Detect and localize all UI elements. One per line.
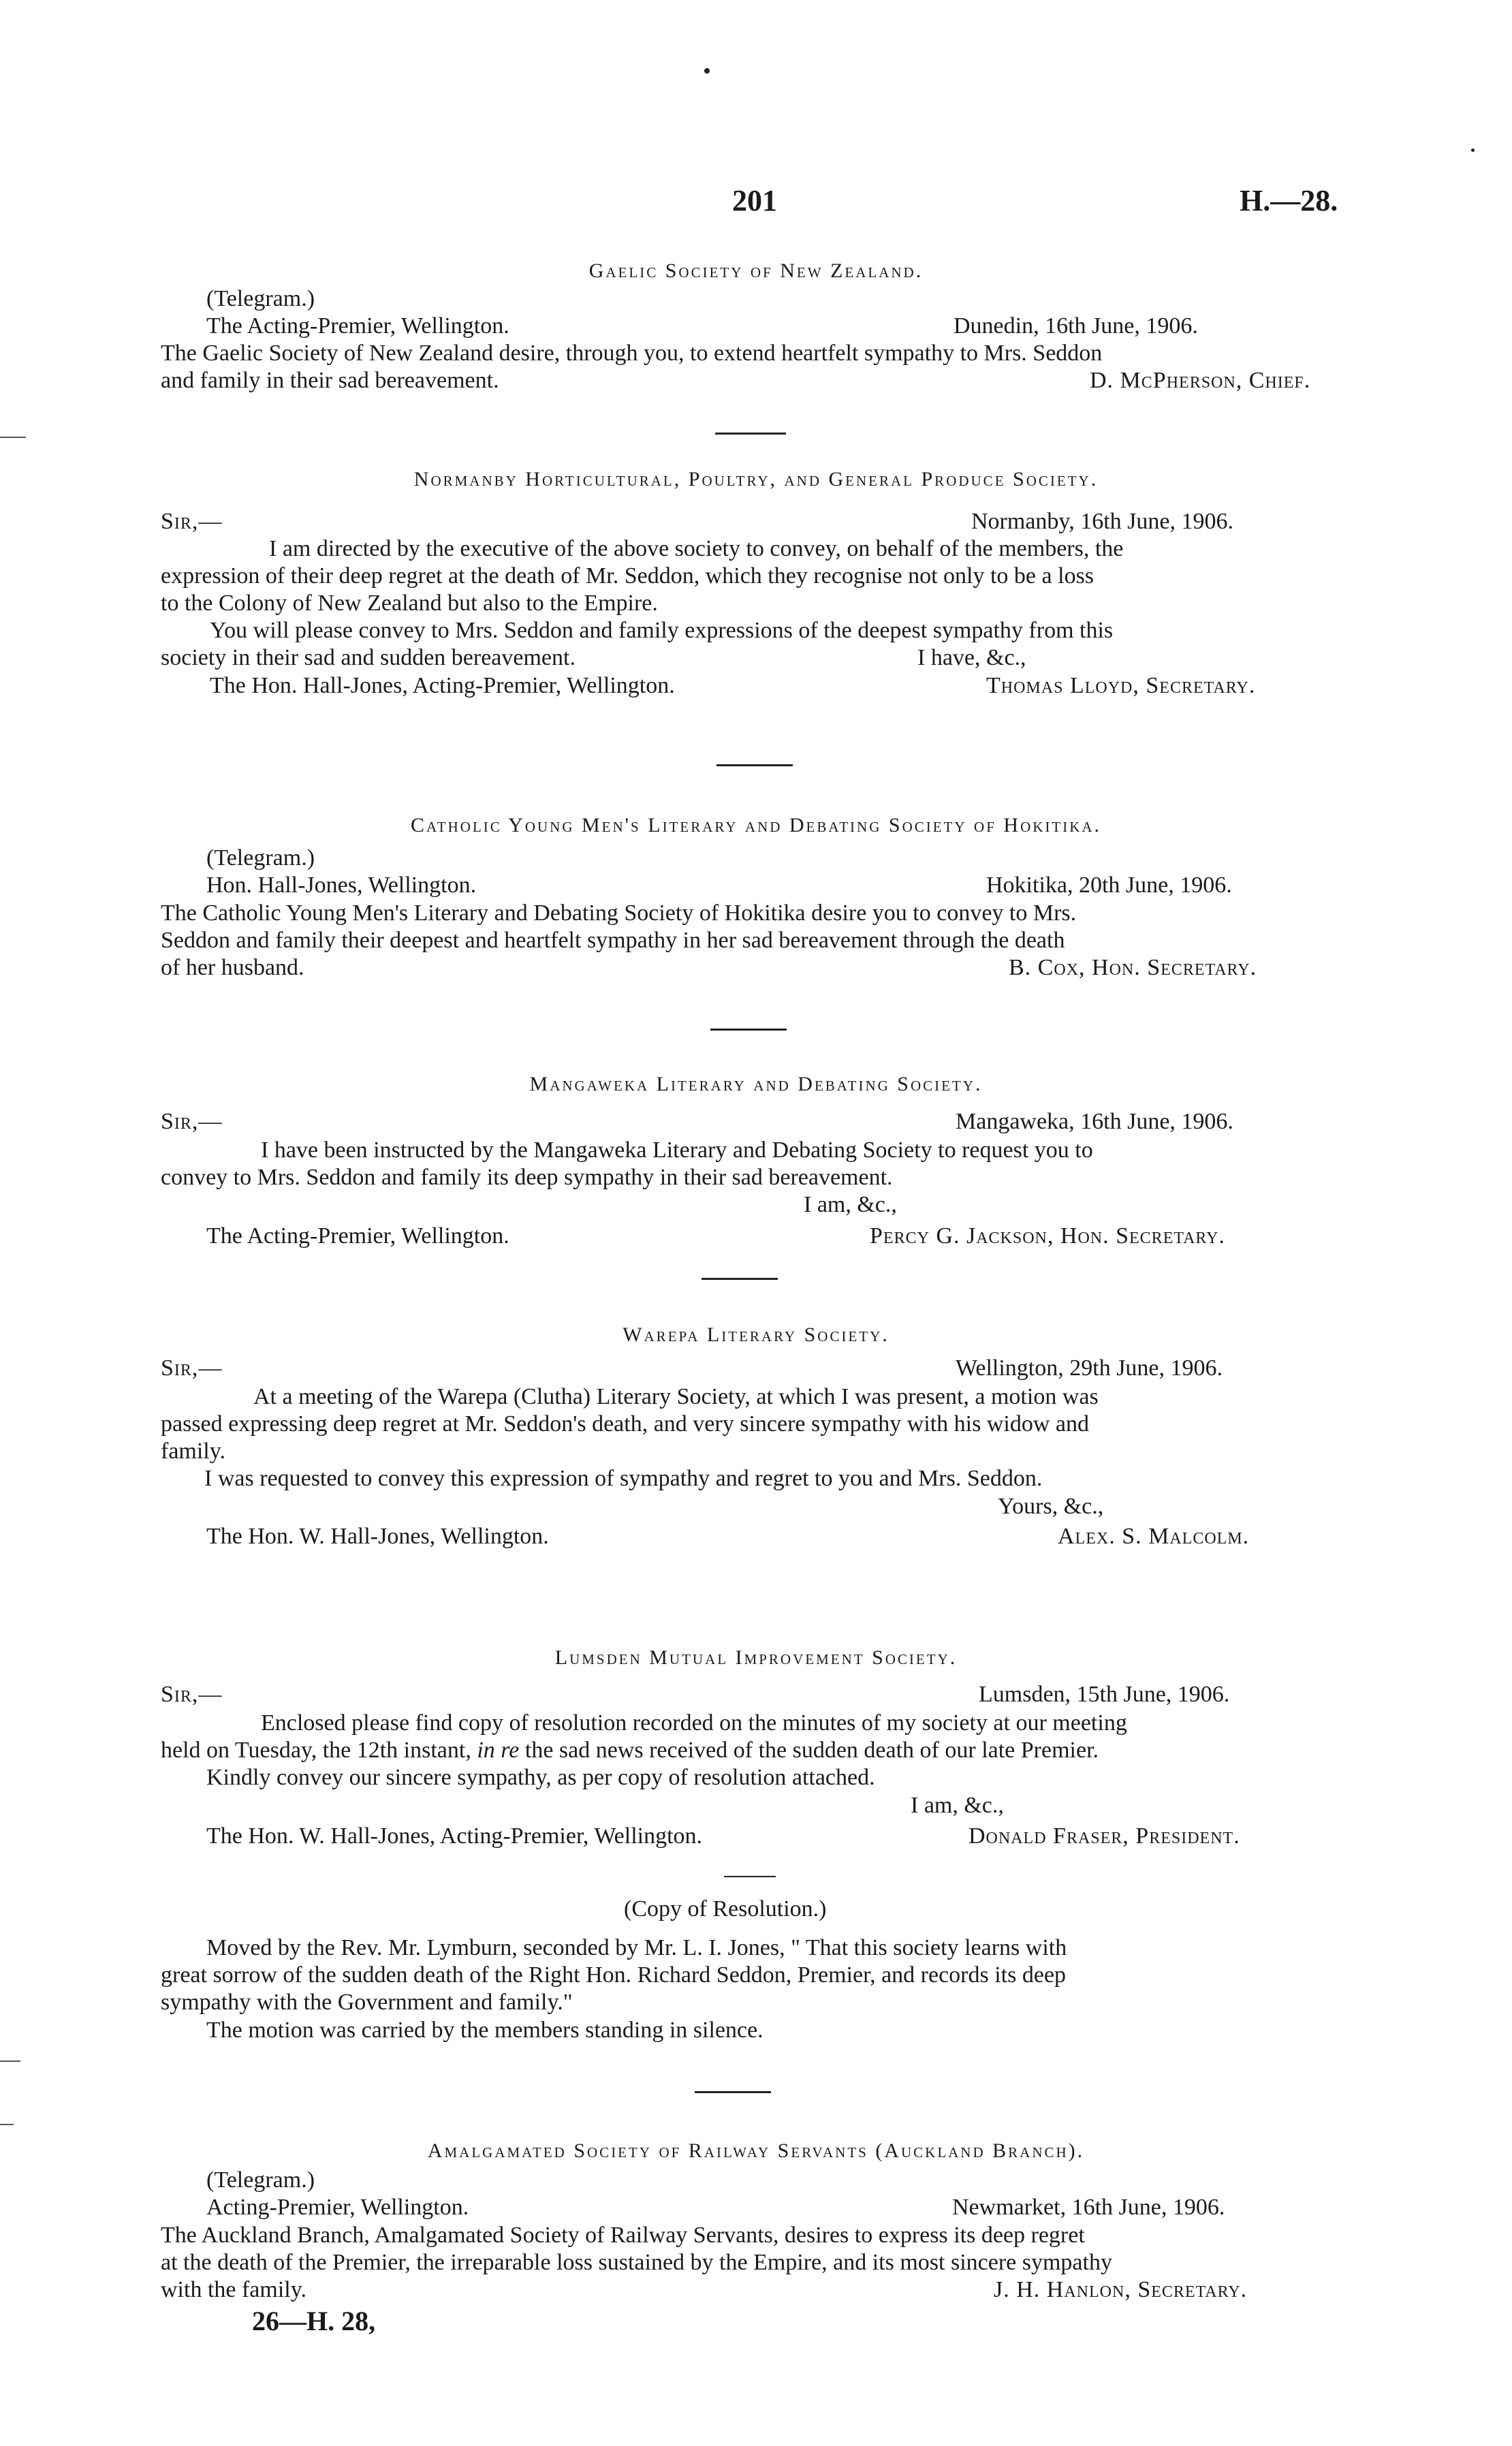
letter-date: Lumsden, 15th June, 1906. (979, 1682, 1230, 1707)
section-divider (695, 2091, 771, 2093)
signature: Percy G. Jackson, Hon. Secretary. (870, 1223, 1225, 1249)
body-text: held on Tuesday, the 12th instant, (161, 1738, 471, 1763)
closing: I am, &c., (804, 1192, 897, 1217)
body-line: family. (161, 1439, 226, 1464)
body-line: Kindly convey our sincere sympathy, as per copy of resolution attached. (206, 1765, 875, 1790)
body-line: great sorrow of the sudden death of the Right Hon. Richard Seddon, Premier, and records its deep (161, 1962, 1067, 1988)
body-line: of her husband. (161, 955, 304, 980)
signature: D. McPherson, Chief. (1090, 368, 1311, 393)
body-line (161, 1737, 1099, 1764)
page-number: 201 (732, 184, 777, 217)
letter-date: Mangaweka, 16th June, 1906. (956, 1109, 1233, 1134)
scan-edge-mark (0, 437, 26, 438)
addressee: Acting-Premier, Wellington. (206, 2195, 469, 2220)
body-line: expression of their deep regret at the death of Mr. Seddon, which they recognise not only to be a loss (161, 563, 1094, 589)
telegram-label: (Telegram.) (206, 286, 315, 311)
body-line: Moved by the Rev. Mr. Lymburn, seconded by Mr. L. I. Jones, " That this society learns with (206, 1935, 1067, 1960)
resolution-title: (Copy of Resolution.) (624, 1896, 827, 1922)
section-heading: Gaelic Society of New Zealand. (588, 260, 924, 282)
body-line: passed expressing deep regret at Mr. Seddon's death, and very sincere sympathy with his widow and (161, 1411, 1089, 1437)
body-line: The Gaelic Society of New Zealand desire, through you, to extend heartfelt sympathy to Mrs. Seddon (161, 341, 1103, 366)
closing: I am, &c., (911, 1793, 1004, 1818)
signature: B. Cox, Hon. Secretary. (1009, 955, 1257, 980)
closing: Yours, &c., (998, 1494, 1104, 1519)
body-line: I am directed by the executive of the above society to convey, on behalf of the members, the (269, 536, 1124, 561)
body-line: Enclosed please find copy of resolution recorded on the minutes of my society at our meeting (261, 1710, 1127, 1736)
scan-speck (1471, 148, 1475, 152)
section-heading: Normanby Horticultural, Poultry, and General Produce Society. (413, 468, 1099, 490)
body-text: the sad news received of the sudden death of our late Premier. (524, 1738, 1099, 1763)
body-line: The motion was carried by the members standing in silence. (206, 2018, 763, 2043)
salutation: Sir,— (161, 1682, 223, 1707)
body-line: Seddon and family their deepest and heartfelt sympathy in her sad bereavement through the death (161, 928, 1065, 953)
section-divider (710, 1029, 787, 1031)
body-line: with the family. (161, 2277, 307, 2302)
section-divider (724, 1876, 776, 1877)
body-line: and family in their sad bereavement. (161, 368, 499, 393)
addressee: The Hon. Hall-Jones, Acting-Premier, Wellington. (210, 673, 675, 698)
telegram-label: (Telegram.) (206, 2167, 315, 2193)
body-line: The Catholic Young Men's Literary and Debating Society of Hokitika desire you to convey to Mrs. (161, 900, 1077, 926)
scan-edge-mark (0, 2060, 20, 2062)
section-divider (716, 764, 793, 766)
addressee: Hon. Hall-Jones, Wellington. (206, 873, 477, 898)
signature: Donald Fraser, President. (968, 1823, 1240, 1849)
section-divider (715, 433, 786, 435)
letter-date: Hokitika, 20th June, 1906. (986, 873, 1232, 898)
body-line: I was requested to convey this expression of sympathy and regret to you and Mrs. Seddon. (204, 1466, 1043, 1491)
signature-mark: 26—H. 28, (252, 2306, 376, 2336)
letter-date: Newmarket, 16th June, 1906. (952, 2195, 1225, 2220)
section-heading: Mangaweka Literary and Debating Society. (529, 1073, 983, 1095)
body-line: to the Colony of New Zealand but also to the Empire. (161, 591, 658, 616)
addressee: The Acting-Premier, Wellington. (206, 1223, 509, 1249)
telegram-label: (Telegram.) (206, 845, 315, 871)
section-heading: Lumsden Mutual Improvement Society. (554, 1646, 958, 1669)
body-line: At a meeting of the Warepa (Clutha) Literary Society, at which I was present, a motion was (253, 1384, 1099, 1409)
body-line: convey to Mrs. Seddon and family its deep sympathy in their sad bereavement. (161, 1165, 893, 1190)
signature: Alex. S. Malcolm. (1058, 1524, 1250, 1549)
letter-date: Normanby, 16th June, 1906. (971, 509, 1233, 534)
latin-phrase: in re (477, 1738, 520, 1763)
body-line: The Auckland Branch, Amalgamated Society of Railway Servants, desires to express its deep regret (161, 2223, 1085, 2248)
addressee: The Acting-Premier, Wellington. (206, 313, 509, 339)
body-line: I have been instructed by the Mangaweka Literary and Debating Society to request you to (261, 1138, 1093, 1163)
section-divider (702, 1278, 778, 1280)
salutation: Sir,— (161, 509, 223, 534)
scan-speck (704, 68, 710, 74)
letter-date: Wellington, 29th June, 1906. (956, 1355, 1223, 1381)
body-line: society in their sad and sudden bereavement. (161, 645, 576, 670)
body-line: sympathy with the Government and family." (161, 1990, 573, 2015)
salutation: Sir,— (161, 1355, 223, 1381)
section-heading: Catholic Young Men's Literary and Debating Society of Hokitika. (410, 814, 1102, 836)
section-heading: Amalgamated Society of Railway Servants (Auckland Branch). (427, 2139, 1085, 2162)
document-reference: H.—28. (1240, 184, 1338, 217)
signature: Thomas Lloyd, Secretary. (986, 673, 1256, 698)
addressee: The Hon. W. Hall-Jones, Wellington. (206, 1524, 549, 1549)
section-heading: Warepa Literary Society. (623, 1323, 889, 1346)
body-line: at the death of the Premier, the irreparable loss sustained by the Empire, and its most sincere sympathy (161, 2250, 1112, 2275)
body-line: You will please convey to Mrs. Seddon and family expressions of the deepest sympathy from this (210, 618, 1114, 643)
signature: J. H. Hanlon, Secretary. (994, 2277, 1248, 2302)
addressee: The Hon. W. Hall-Jones, Acting-Premier, Wellington. (206, 1823, 703, 1849)
closing: I have, &c., (917, 645, 1026, 670)
scan-edge-mark (0, 2124, 14, 2125)
salutation: Sir,— (161, 1109, 223, 1134)
letter-date: Dunedin, 16th June, 1906. (954, 313, 1198, 339)
